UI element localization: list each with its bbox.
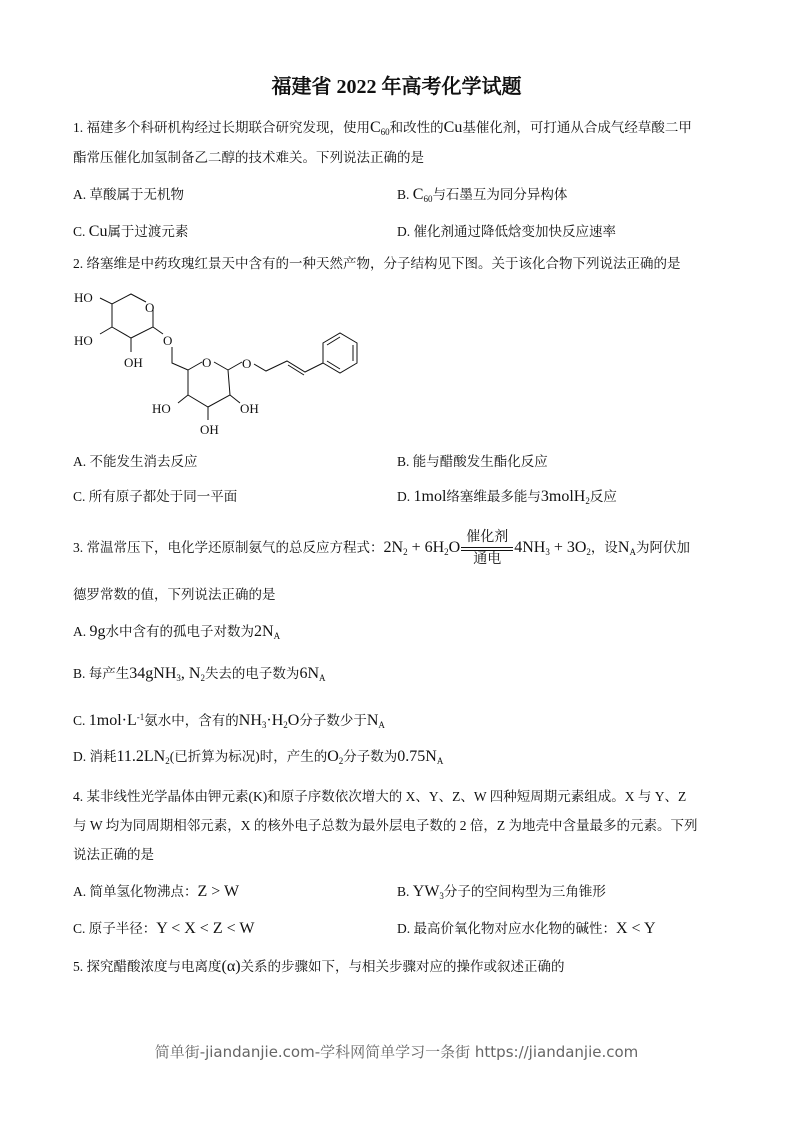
text-segment: A. <box>73 624 90 639</box>
text-segment: C. 所有原子都处于同一平面 <box>73 489 238 504</box>
subscript: 2 <box>586 547 591 557</box>
subscript: 3 <box>545 547 550 557</box>
text-segment: (已折算为标况)时，产生的 <box>169 749 328 764</box>
formula-segment: N <box>617 539 630 556</box>
subscript: 2 <box>585 496 590 506</box>
ring-oxygen-label: O <box>145 300 155 315</box>
formula-segment: 6N <box>299 665 319 682</box>
oh-label: OH <box>124 355 143 370</box>
formula-segment: , N <box>180 665 201 682</box>
ether-oxygen-label: O <box>163 333 173 348</box>
subscript: 60 <box>380 127 390 137</box>
q3-option-a <box>73 622 280 646</box>
formula-segment: O <box>327 748 339 765</box>
footer-watermark: 简单街-jiandanjie.com-学科网简单学习一条街 https://jiandanjie.com <box>154 1043 639 1061</box>
question-5-stem <box>73 957 565 977</box>
q4-option-d <box>397 919 656 939</box>
text-segment: 氨水中，含有的 <box>144 713 239 728</box>
text-segment: 3. 常温常压下，电化学还原制氨气的总反应方程式： <box>73 540 384 555</box>
subscript: 3 <box>176 673 181 683</box>
text-segment: 酯常压催化加氢制备乙二醇的技术难关。下列说法正确的是 <box>73 150 424 165</box>
q3-option-b <box>73 664 326 688</box>
formula-segment: X < Y <box>616 920 656 937</box>
text-segment: 德罗常数的值，下列说法正确的是 <box>73 587 276 602</box>
reaction-arrow <box>461 529 513 569</box>
q2-option-d <box>397 487 617 511</box>
text-segment: B. <box>397 884 413 899</box>
question-3-stem-cont <box>73 585 276 605</box>
equation-products <box>514 540 690 555</box>
subscript: 3 <box>439 891 444 901</box>
q1-option-d <box>397 222 616 242</box>
text-segment: 与石墨互为同分异构体 <box>432 187 568 202</box>
text-segment: 分子的空间构型为三角锥形 <box>443 884 606 899</box>
text-segment: 和改性的 <box>389 120 444 135</box>
formula-segment: O <box>448 539 461 556</box>
text-segment: 属于过渡元素 <box>107 224 189 239</box>
superscript: -1 <box>136 712 145 722</box>
text-segment: A. 不能发生消去反应 <box>73 454 198 469</box>
ether-oxygen-label: O <box>242 356 252 371</box>
subscript: 60 <box>423 194 433 204</box>
formula-segment: NH <box>238 712 262 729</box>
text-segment: B. <box>397 187 413 202</box>
q1-option-a <box>73 185 184 205</box>
q1-option-b <box>397 185 567 209</box>
formula-segment: ·H <box>266 712 284 729</box>
formula-segment: O <box>287 712 300 729</box>
subscript: A <box>273 631 281 641</box>
oh-label: OH <box>240 401 259 416</box>
ring-oxygen-label: O <box>202 355 212 370</box>
formula-segment: + 3O <box>549 539 587 556</box>
question-3-stem <box>73 528 690 572</box>
text-segment: 5. 探究醋酸浓度与电离度 <box>73 959 222 974</box>
text-segment: 基催化剂，可打通从合成气经草酸二甲 <box>462 120 692 135</box>
text-segment: D. 催化剂通过降低焓变加快反应速率 <box>397 224 616 239</box>
q4-option-b <box>397 882 606 906</box>
ho-label: HO <box>74 333 93 348</box>
text-segment: D. 消耗 <box>73 749 117 764</box>
equation-reactants <box>73 540 460 555</box>
question-1-stem-cont <box>73 148 424 168</box>
formula-segment: YW <box>412 883 440 900</box>
question-4-stem-cont <box>73 816 698 836</box>
text-segment: 与 W 均为同周期相邻元素，X 的核外电子总数为最外层电子数的 2 倍，Z 为地壳中含量最多的元素。下列 <box>73 818 698 833</box>
formula-segment: Y < X < Z < W <box>156 920 255 937</box>
formula-segment: 11.2LN <box>116 748 166 765</box>
formula-segment: + 6H <box>407 539 445 556</box>
text-segment: B. 每产生 <box>73 666 130 681</box>
subscript: A <box>629 547 636 557</box>
question-2-stem <box>73 254 681 274</box>
subscript: 2 <box>283 720 288 730</box>
formula-segment: C <box>412 186 424 203</box>
q3-option-d <box>73 747 443 771</box>
text-segment: 分子数为 <box>343 749 398 764</box>
text-segment: 关系的步骤如下，与相关步骤对应的操作或叙述正确的 <box>240 959 565 974</box>
q4-option-a <box>73 882 239 902</box>
subscript: A <box>436 756 444 766</box>
text-segment: 反应 <box>589 489 617 504</box>
subscript: 2 <box>200 673 205 683</box>
text-segment: 4. 某非线性光学晶体由钾元素(K)和原子序数依次增大的 X、Y、Z、W 四种短周期元素组成。X 与 Y、Z <box>73 789 687 804</box>
text-segment: A. 简单氢化物沸点： <box>73 884 198 899</box>
formula-segment: 3molH <box>540 488 586 505</box>
q2-option-b <box>397 452 548 472</box>
text-segment: D. <box>397 489 414 504</box>
q2-option-a <box>73 452 198 472</box>
text-segment: B. 能与醋酸发生酯化反应 <box>397 454 548 469</box>
condition-label: 通电 <box>473 551 502 567</box>
text-segment: A. 草酸属于无机物 <box>73 187 184 202</box>
q3-option-c <box>73 707 385 735</box>
q4-option-c <box>73 919 254 939</box>
text-segment: ，设 <box>590 540 618 555</box>
formula-segment: 1mol·L <box>88 712 137 729</box>
text-segment: C. 原子半径： <box>73 921 157 936</box>
formula-segment: Cu <box>88 223 108 240</box>
formula-segment: Cu <box>443 119 463 136</box>
formula-segment: 34gNH <box>129 665 177 682</box>
formula-segment: N <box>366 712 379 729</box>
text-segment: 为阿伏加 <box>635 540 690 555</box>
formula-segment: 2N <box>383 539 404 556</box>
subscript: A <box>319 673 326 683</box>
ho-label: HO <box>74 290 93 305</box>
formula-segment: 2N <box>254 623 274 640</box>
ho-label: HO <box>152 401 171 416</box>
catalyst-label: 催化剂 <box>466 529 509 545</box>
formula-segment: (α) <box>221 958 241 975</box>
subscript: 2 <box>165 756 170 766</box>
text-segment: 说法正确的是 <box>73 847 154 862</box>
formula-segment: Z > W <box>197 883 240 900</box>
text-segment: 分子数少于 <box>299 713 367 728</box>
text-segment: C. <box>73 224 89 239</box>
q2-option-c <box>73 487 237 507</box>
text-segment: 络塞维最多能与 <box>446 489 541 504</box>
text-segment: C. <box>73 713 89 728</box>
text-segment: 水中含有的孤电子对数为 <box>105 624 254 639</box>
subscript: 2 <box>338 756 344 766</box>
q1-option-c <box>73 222 188 242</box>
page-title: 福建省 2022 年高考化学试题 <box>271 76 522 98</box>
question-1-stem <box>73 118 692 142</box>
oh-label: OH <box>200 422 219 437</box>
subscript: 3 <box>261 720 267 730</box>
question-4-stem-cont <box>73 845 154 865</box>
subscript: A <box>378 720 385 730</box>
subscript: 2 <box>403 547 408 557</box>
subscript: 2 <box>444 547 449 557</box>
text-segment: D. 最高价氧化物对应水化物的碱性： <box>397 921 616 936</box>
text-segment: 1. 福建多个科研机构经过长期联合研究发现，使用 <box>73 120 370 135</box>
formula-segment: 4NH <box>514 539 546 556</box>
question-4-stem <box>73 787 686 807</box>
formula-segment: C <box>370 119 381 136</box>
formula-segment: 0.75N <box>397 748 437 765</box>
text-segment: 失去的电子数为 <box>204 666 300 681</box>
formula-segment: 9g <box>89 623 106 640</box>
text-segment: 2. 络塞维是中药玫瑰红景天中含有的一种天然产物，分子结构见下图。关于该化合物下列说法正确的是 <box>73 256 681 271</box>
molecule-structure <box>60 280 400 450</box>
formula-segment: 1mol <box>413 488 447 505</box>
